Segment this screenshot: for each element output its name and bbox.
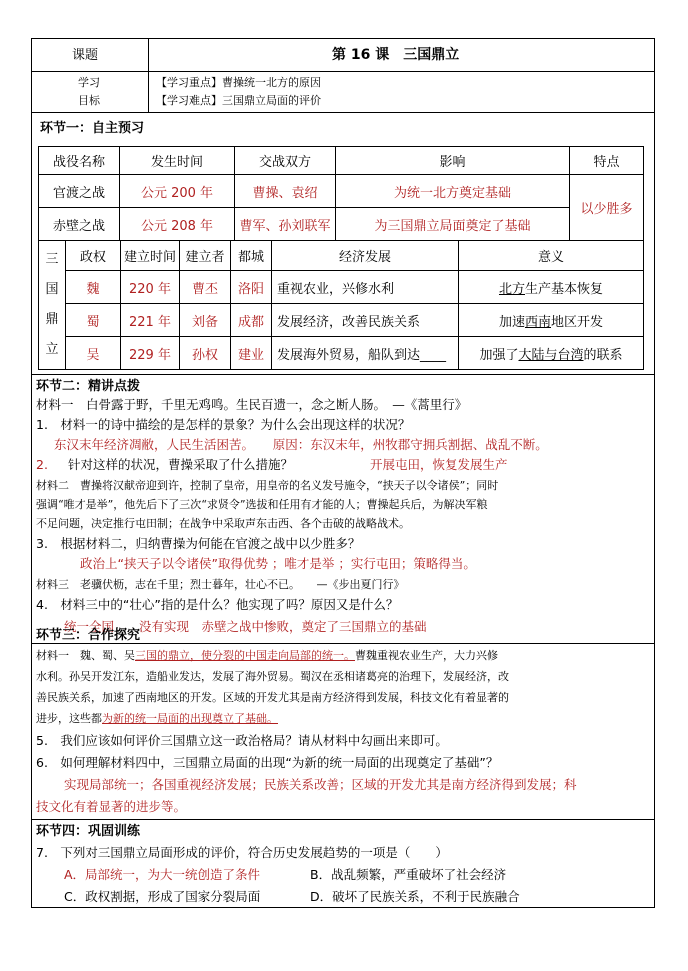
table-header-row [39,147,644,175]
state-name: 魏 [66,271,121,304]
table-header: 建立时间 [121,241,180,271]
meaning-underlined: 大陆与台湾 [518,347,584,363]
side-char: 鼎 [45,312,59,327]
battle-time: 公元 200 年 [120,175,235,208]
state-capital: 成都 [231,304,272,337]
battle-name: 赤壁之战 [39,208,120,241]
material-segment: 材料一 魏、蜀、吴 [36,649,135,662]
table-row [39,304,644,337]
divider [32,643,654,644]
material-highlight: 三国的鼎立，使分裂的中国走向局部的统一。 [135,649,355,662]
battle-name: 官渡之战 [39,175,120,208]
material-text: 善民族关系，加速了西南地区的开发。区域的开发尤其是南方经济得到发展，科技文化有着显著的 [36,691,509,704]
answer-text: 东汉末年经济凋敝，人民生活困苦。 原因：东汉末年，州牧郡守拥兵割据、战乱不断。 [54,437,548,452]
state-founder: 孙权 [180,337,231,370]
battle-impact: 为统一北方奠定基础 [336,175,570,208]
question-text: 3. 根据材料二，归纳曹操为何能在官渡之战中以少胜多？ [36,536,361,551]
meaning-underlined: 北方 [498,281,525,297]
state-year: 229 年 [121,337,180,370]
material-text: 不足问题，决定推行屯田制；在战争中采取声东击西、各个击破的战略战术。 [36,517,410,530]
state-economy: 发展海外贸易，船队到达____ [272,337,459,370]
meaning-underlined: 西南 [524,314,551,330]
state-capital: 洛阳 [231,271,272,304]
side-char: 立 [45,342,59,357]
state-economy: 重视农业，兴修水利 [272,271,459,304]
material-segment: 曹魏重视农业生产，大力兴修 [355,649,498,662]
page-title: 第 16 课 三国鼎立 [332,47,460,63]
question-text: 1. 材料一的诗中描绘的是怎样的景象？为什么会出现这样的状况？ [36,417,411,432]
table-header: 交战双方 [235,147,336,175]
meaning-text: 的联系 [583,347,623,363]
table-row [39,337,644,370]
divider [32,374,654,375]
lesson-label: 课题 [72,48,99,63]
divider [32,819,654,820]
table-header: 经济发展 [272,241,459,271]
material-text [36,650,498,661]
states-side-label [39,241,66,370]
state-name: 吴 [66,337,121,370]
table-header: 意义 [459,241,644,271]
battle-sides: 曹军、孙刘联军 [235,208,336,241]
section-title: 环节二：精讲点拨 [36,379,141,394]
goals-label: 学习 [78,76,100,89]
material-text: 材料一 白骨露于野，千里无鸡鸣。生民百遗一，念之断人肠。 —《蒿里行》 [36,397,468,412]
table-header-row [39,241,644,271]
divider [148,39,149,112]
answer-text: 开展屯田，恢复发展生产 [370,457,508,472]
divider [32,112,654,113]
answer-text: 实现局部统一；各国重视经济发展；民族关系改善；区域的开发尤其是南方经济得到发展；科 [64,777,577,792]
table-header: 发生时间 [120,147,235,175]
table-row [39,208,644,241]
answer-text: 政治上“挟天子以令诸侯”取得优势 ；唯才是举 ；实行屯田；策略得当。 [80,556,476,571]
answer-text: 统一全国 没有实现 赤壁之战中惨败，奠定了三国鼎立的基础 [64,619,427,634]
material-segment: 进步，这些都 [36,712,102,725]
battle-table [38,146,644,241]
question-text: 5. 我们应该如何评价三国鼎立这一政治格局？请从材料中勾画出来即可。 [36,733,448,748]
state-year: 220 年 [121,271,180,304]
state-meaning [459,337,644,370]
divider [32,71,654,72]
material-text: 强调“唯才是举”，他先后下了三次“求贤令”选拔和任用有才能的人；曹操起兵后，为解决军粮 [36,498,488,511]
battle-feature: 以少胜多 [570,175,644,241]
battle-time: 公元 208 年 [120,208,235,241]
difficult-goal: 【学习难点】三国鼎立局面的评价 [156,94,321,107]
table-header: 都城 [231,241,272,271]
option-b: B．战乱频繁，严重破坏了社会经济 [310,867,507,882]
worksheet-frame [31,38,655,908]
material-text: 水利。孙吴开发江东，造船业发达，发展了海外贸易。蜀汉在丞相诸葛亮的治理下，发展经济，改 [36,670,509,683]
meaning-text: 生产基本恢复 [525,281,604,297]
state-year: 221 年 [121,304,180,337]
meaning-text: 加强了 [479,347,519,363]
table-row [39,175,644,208]
states-table [38,240,644,370]
meaning-text: 地区开发 [551,314,604,330]
table-header: 特点 [570,147,644,175]
question-text: 6. 如何理解材料四中，三国鼎立局面的出现“为新的统一局面的出现奠定了基础”？ [36,755,499,770]
question-text: 7. 下列对三国鼎立局面形成的评价，符合历史发展趋势的一项是（ ） [36,845,448,860]
side-char: 国 [45,282,59,297]
meaning-text: 加速 [498,314,525,330]
question-text: 针对这样的状况，曹操采取了什么措施？ [68,457,294,472]
side-char: 三 [45,252,59,267]
question-number: 2. [36,457,48,472]
battle-impact: 为三国鼎立局面奠定了基础 [336,208,570,241]
state-founder: 刘备 [180,304,231,337]
question-text: 4. 材料三中的“壮心”指的是什么？他实现了吗？原因又是什么？ [36,597,399,612]
state-meaning [459,271,644,304]
battle-sides: 曹操、袁绍 [235,175,336,208]
material-text [36,713,278,724]
table-header: 政权 [66,241,121,271]
key-goal: 【学习重点】曹操统一北方的原因 [156,76,321,89]
material-text: 材料二 曹操将汉献帝迎到许，控制了皇帝，用皇帝的名义发号施令，“挟天子以令诸侯”；同时 [36,479,499,492]
state-capital: 建业 [231,337,272,370]
table-header: 影响 [336,147,570,175]
material-text: 材料三 老骥伏枥，志在千里；烈士暮年，壮心不已。 —《步出夏门行》 [36,578,405,591]
state-economy: 发展经济，改善民族关系 [272,304,459,337]
state-meaning [459,304,644,337]
option-a: A．局部统一，为大一统创造了条件 [64,867,261,882]
option-d: D．破坏了民族关系，不利于民族融合 [310,889,520,904]
answer-text: 技文化有着显著的进步等。 [36,799,187,814]
material-highlight: 为新的统一局面的出现奠立了基础。 [102,712,278,725]
section-title: 环节四：巩固训练 [36,824,141,839]
section-title: 环节一：自主预习 [40,121,145,136]
goals-label: 目标 [78,94,100,107]
table-header: 建立者 [180,241,231,271]
section-title: 环节三：合作探究 [36,628,141,643]
state-name: 蜀 [66,304,121,337]
option-c: C．政权割据，形成了国家分裂局面 [64,889,261,904]
table-row [39,271,644,304]
state-founder: 曹丕 [180,271,231,304]
table-header: 战役名称 [39,147,120,175]
